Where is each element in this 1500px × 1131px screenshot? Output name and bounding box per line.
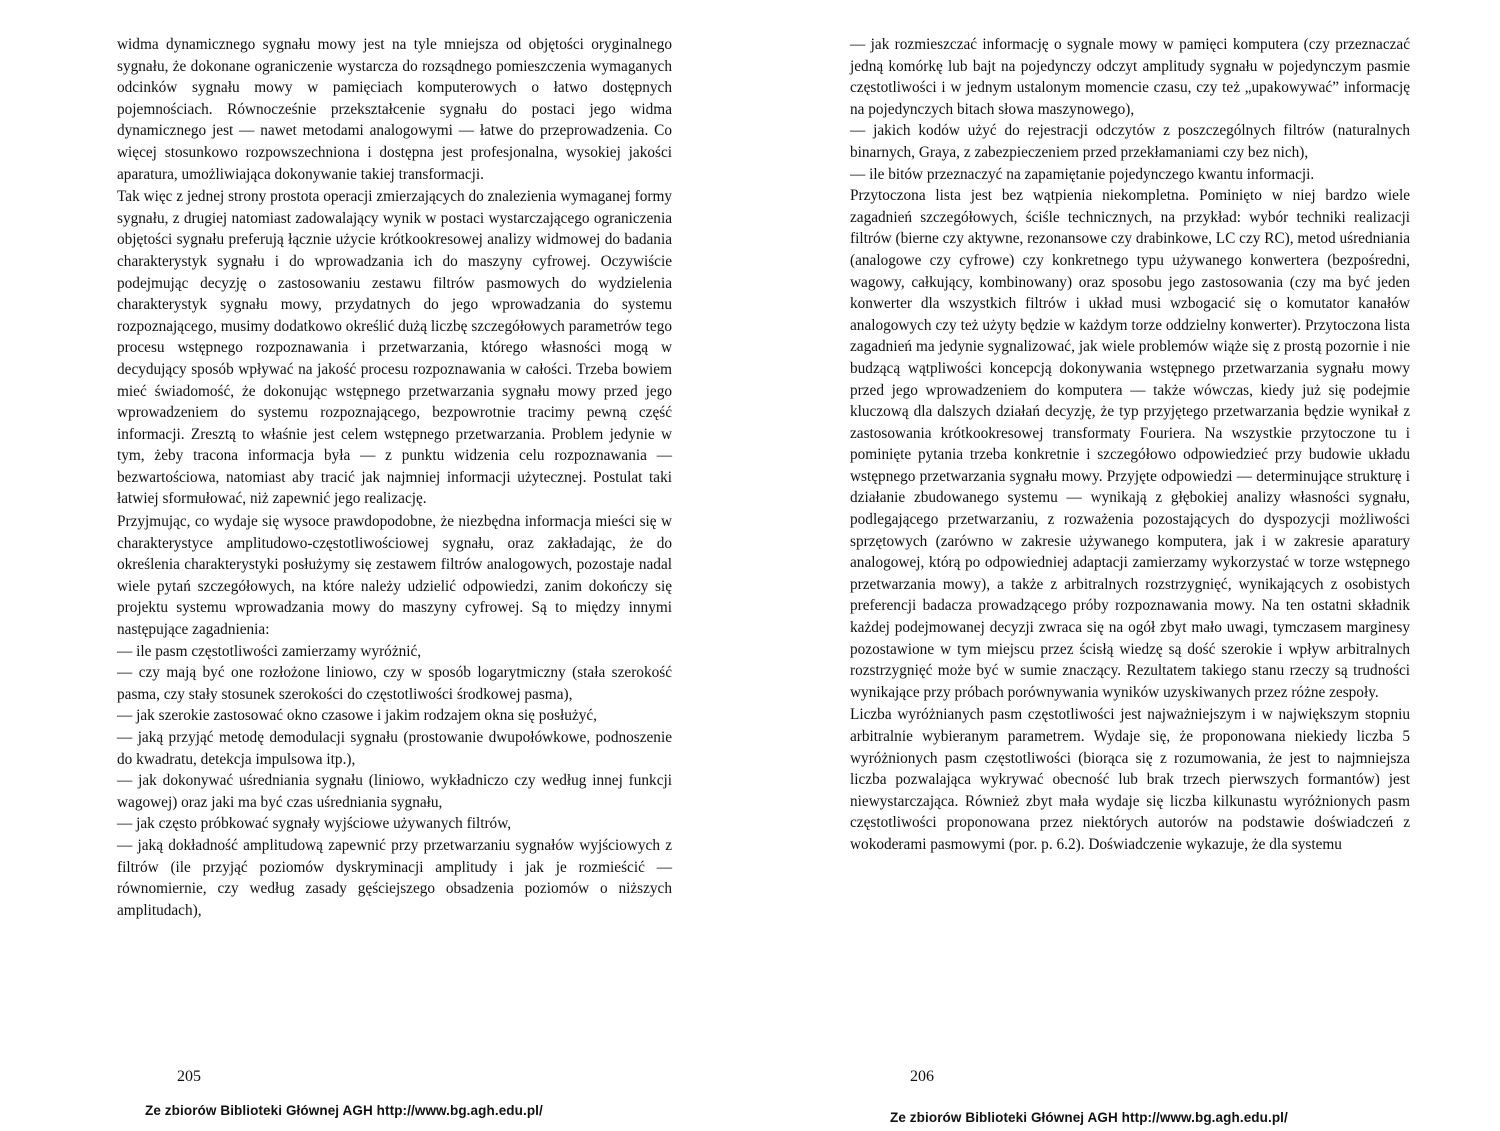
list-item: — jakich kodów użyć do rejestracji odczytów z poszczególnych filtrów (naturalnych binarnych, Graya, z zabezpieczeniem przed przekłamaniami czy bez nich), — [850, 122, 1410, 161]
right-page-text — [850, 34, 1410, 856]
list-item: — ile pasm częstotliwości zamierzamy wyróżnić, — [117, 642, 422, 660]
list-item: — jak często próbkować sygnały wyjściowe używanych filtrów, — [117, 815, 512, 833]
library-footer: Ze zbiorów Biblioteki Głównej AGH http://www.bg.agh.edu.pl/ — [145, 1103, 543, 1118]
left-page-text — [117, 34, 672, 921]
page-number: 206 — [910, 1068, 934, 1085]
list-item: — czy mają być one rozłożone liniowo, czy w sposób logarytmiczny (stała szerokość pasma, czy stały stosunek szerokości do częstotliwości środkowej pasma), — [117, 664, 672, 703]
library-footer: Ze zbiorów Biblioteki Głównej AGH http://www.bg.agh.edu.pl/ — [890, 1110, 1288, 1125]
list-item: — jaką przyjąć metodę demodulacji sygnału (prostowanie dwupołówkowe, podnoszenie do kwadratu, detekcja impulsowa itp.), — [117, 729, 672, 768]
paragraph: Tak więc z jednej strony prostota operacji zmierzających do znalezienia wymaganej formy sygnału, z drugiej natomiast zadowalający wynik w postaci wystarczającego ograniczenia objętości sygnału preferują łącznie użycie krótkookresowej analizy widmowej do badania charakterystyk sygnału i do wprowadzania ich do maszyny cyfrowej. Oczywiście podejmując decyzję o zastosowaniu zestawu filtrów pasmowych do wydzielenia charakterystyk sygnału mowy, przydatnych do jego wprowadzania do systemu rozpoznającego, musimy dodatkowo określić dużą liczbę szczegółowych parametrów tego procesu wstępnego rozpoznawania i przetwarzania, którego własności mogą w decydujący sposób wpływać na jakość procesu rozpoznawania w całości. Trzeba bowiem mieć świadomość, że dokonując wstępnego przetwarzania sygnału mowy przed jego wprowadzeniem do systemu rozpoznającego, bezpowrotnie tracimy pewną część informacji. Zresztą to właśnie jest celem wstępnego przetwarzania. Problem jedynie w tym, żeby tracona informacja była — z punktu widzenia celu rozpoznawania — bezwartościowa, natomiast aby tracić jak najmniej informacji użytecznej. Postulat taki łatwiej sformułować, niż zapewnić jego realizację. — [117, 188, 672, 508]
paragraph: Liczba wyróżnianych pasm częstotliwości jest najważniejszym i w największym stopniu arbitralnie wybieranym parametrem. Wydaje się, że proponowana niekiedy liczba 5 wyróżnionych pasm częstotliwości (biorąca się z rozumowania, że jest to najmniejsza liczba pozwalająca wykrywać obecność lub brak trzech pierwszych formantów) jest niewystarczająca. Również zbyt mała wydaje się liczba kilkunastu wyróżnionych pasm częstotliwości proponowana przez niektórych autorów na podstawie doświadczeń z wokoderami pasmowymi (por. p. 6.2). Doświadczenie wykazuje, że dla systemu — [850, 706, 1410, 853]
list-item: — ile bitów przeznaczyć na zapamiętanie pojedynczego kwantu informacji. — [850, 165, 1315, 183]
list-item: — jak szerokie zastosować okno czasowe i jakim rodzajem okna się posłużyć, — [117, 707, 597, 725]
list-item: — jak dokonywać uśredniania sygnału (liniowo, wykładniczo czy według innej funkcji wagowej) oraz jaki ma być czas uśredniania sygnału, — [117, 772, 672, 811]
list-item: — jak rozmieszczać informację o sygnale mowy w pamięci komputera (czy przeznaczać jedną komórkę lub bajt na pojedynczy odczyt amplitudy sygnału w pojedynczym pasmie częstotliwości i w jednym ustalonym momencie czasu, czy też „upakowywać” informację na pojedynczych bitach słowa maszynowego), — [850, 36, 1410, 118]
list-item: — jaką dokładność amplitudową zapewnić przy przetwarzaniu sygnałów wyjściowych z filtrów (ile przyjąć poziomów dyskryminacji amplitudy i jak je rozmieścić — równomiernie, czy według zasady gęściejszego obsadzenia poziomów o niższych amplitudach), — [117, 836, 672, 919]
page-number: 205 — [177, 1068, 201, 1085]
paragraph: widma dynamicznego sygnału mowy jest na tyle mniejsza od objętości oryginalnego sygnału, że dokonane ograniczenie wystarcza do rozsądnego pomieszczenia wymaganych odcinków sygnału mowy w pamięciach komputerowych o łatwo dostępnych pojemnościach. Równocześnie przekształcenie sygnału do postaci jego widma dynamicznego jest — nawet metodami analogowymi — łatwe do przeprowadzenia. Co więcej stosunkowo rozpowszechniona i dostępna jest profesjonalna, wysokiej jakości aparatura, umożliwiająca dokonywanie takiej transformacji. — [117, 36, 672, 183]
paragraph: Przytoczona lista jest bez wątpienia niekompletna. Pominięto w niej bardzo wiele zagadnień szczegółowych, ściśle technicznych, na przykład: wybór techniki realizacji filtrów (bierne czy aktywne, rezonansowe czy drabinkowe, LC czy RC), metod uśredniania (analogowe czy cyfrowe) czy konkretnego typu używanego konwertera (bezpośredni, wagowy, całkujący, kombinowany) oraz sposobu jego zastosowania (czy ma być jeden konwerter dla wszystkich filtrów i układ musi wzbogacić się o komutator kanałów analogowych czy też użyty będzie w każdym torze oddzielny konwerter). Przytoczona lista zagadnień ma jedynie sygnalizować, jak wiele problemów wiąże się z prostą pozornie i nie budzącą wątpliwości koncepcją dokonywania wstępnego przetwarzania sygnału mowy przed jego wprowadzeniem do komputera — także wówczas, kiedy już się podejmie kluczową dla dalszych działań decyzję, że typ przyjętego przetwarzania będzie wynikał z zastosowania krótkookresowej transformaty Fouriera. Na wszystkie przytoczone tu i pominięte pytania trzeba konkretnie i szczegółowo odpowiedzieć przy budowie układu wstępnego przetwarzania sygnału mowy. Przyjęte odpowiedzi — determinujące strukturę i działanie zbudowanego systemu — wynikają z głębokiej analizy własności sygnału, podlegającego przetwarzaniu, z rozważenia pozostających do dyspozycji możliwości sprzętowych (zarówno w zakresie używanego komputera, jak i w zakresie aparatury analogowej, którą po odpowiedniej adaptacji zamierzamy wykorzystać w torze wstępnego przetwarzania mowy), a także z arbitralnych rozstrzygnięć, wynikających z osobistych preferencji badacza prowadzącego próby rozpoznawania mowy. Na ten ostatni składnik każdej podejmowanej decyzji zwraca się na ogół zbyt mało uwagi, tymczasem marginesy pozostawione w tym miejscu przez ścisłą wiedzę są dość szerokie i wpływ arbitralnych rozstrzygnięć może być w sumie znaczący. Rezultatem takiego stanu rzeczy są trudności wynikające przy próbach porównywania wyników uzyskiwanych przez różne zespoły. — [850, 187, 1410, 701]
right-page — [750, 0, 1500, 1131]
paragraph: Przyjmując, co wydaje się wysoce prawdopodobne, że niezbędna informacja mieści się w charakterystyce amplitudowo-częstotliwościowej sygnału, oraz zakładając, że do określenia charakterystyki posłużymy się zestawem filtrów analogowych, pozostaje nadal wiele pytań szczegółowych, na które należy udzielić odpowiedzi, zanim dokończy się projektu systemu wprowadzania mowy do maszyny cyfrowej. Są to między innymi następujące zagadnienia: — [117, 513, 672, 639]
